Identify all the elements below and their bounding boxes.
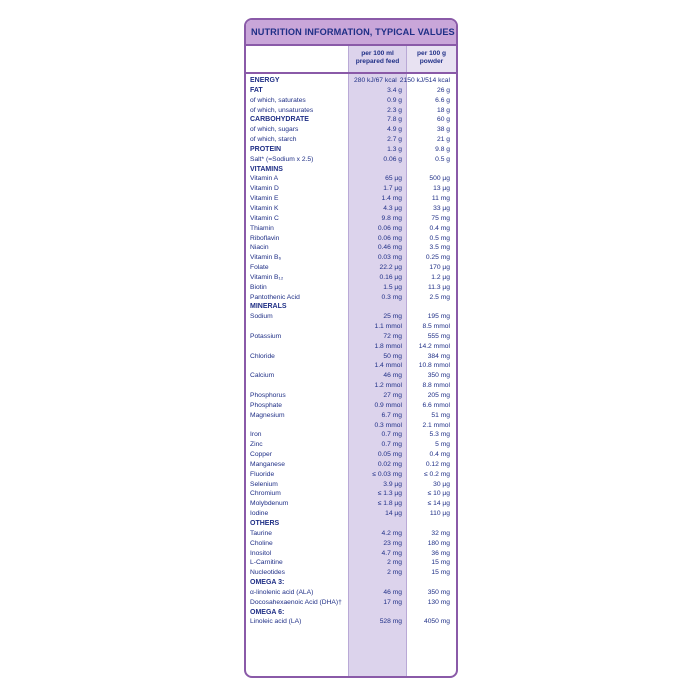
column-header-powder-line1: per 100 g [417,50,446,57]
value-per-100ml: 2.3 g [387,106,402,114]
value-per-100g: 1.2 µg [431,273,450,281]
section-header [246,302,456,312]
nutrition-table [246,74,456,627]
value-line-mmol: 8.8 mmol [422,382,450,390]
value-per-100g: 13 µg [433,185,450,193]
nutrient-name: ENERGY [250,77,280,84]
value-per-100ml: 1.3 g [387,145,402,153]
nutrient-row [246,411,456,431]
nutrient-name: PROTEIN [250,145,282,153]
nutrient-name: Iodine [250,510,269,518]
value-per-100ml: 1.5 µg [383,283,402,291]
nutrient-name: Phosphorus [250,392,286,399]
nutrient-row [246,470,456,480]
value-per-100g: 0.12 mg [425,460,450,468]
value-per-100g: 60 g [436,116,450,124]
value-per-100g: 350 mg [427,588,450,596]
nutrient-name: Vitamin D [250,185,279,193]
value-line: 25 mg [383,313,402,321]
nutrient-row [246,499,456,509]
value-line: 195 mg [427,313,450,321]
value-per-100g [405,411,456,431]
value-line-mmol: 10.8 mmol [418,362,450,370]
nutrient-row [246,86,456,96]
value-line: 350 mg [427,372,450,380]
value-line-mmol: 1.8 mmol [374,342,402,350]
nutrient-row [246,430,456,440]
nutrient-row [246,253,456,263]
value-line: 51 mg [431,411,450,419]
nutrient-row [246,155,456,165]
value-per-100ml: 0.03 mg [377,254,402,262]
nutrient-name: Linoleic acid (LA) [250,618,302,626]
value-per-100g: 6.6 g [435,96,450,104]
nutrient-name: FAT [250,86,263,94]
nutrient-row [246,125,456,135]
value-line: 46 mg [383,372,402,380]
value-per-100ml: 0.02 mg [377,460,402,468]
nutrient-name: Selenium [250,480,278,488]
nutrient-name: Vitamin K [250,204,279,212]
nutrient-row [246,450,456,460]
value-per-100ml: ≤ 1.3 µg [377,490,402,498]
nutrient-name: MINERALS [250,303,287,311]
nutrient-name: Biotin [250,283,267,291]
value-per-100ml [348,165,405,175]
nutrient-name: Inositol [250,549,272,557]
nutrient-name: of which, unsaturates [250,106,314,114]
nutrient-row [246,214,456,224]
value-per-100g: ≤ 0.2 mg [424,470,450,478]
value-line-mmol: 8.5 mmol [422,323,450,331]
value-per-100ml: 2 mg [387,569,402,577]
nutrient-name: OMEGA 6: [250,608,285,616]
value-per-100g: 18 g [436,106,450,114]
nutrient-name: Pantothenic Acid [250,293,300,301]
nutrition-panel [244,18,458,678]
section-header [246,578,456,588]
value-per-100ml [348,352,405,372]
nutrient-name: Manganese [250,460,285,468]
value-per-100g: 75 mg [431,214,450,222]
nutrient-row [246,145,456,155]
nutrient-name: Niacin [250,244,269,252]
value-per-100g: 4050 mg [423,618,450,626]
nutrient-name: Salt* (=Sodium x 2.5) [250,155,314,163]
value-per-100ml: 0.06 mg [377,224,402,232]
nutrient-name: of which, saturates [250,96,306,104]
nutrient-name: CARBOHYDRATE [250,116,309,124]
nutrient-row [246,529,456,539]
value-per-100g: ≤ 14 µg [427,500,450,508]
value-per-100g: 5 mg [435,441,450,449]
column-header-prepared-line1: per 100 ml [361,50,394,57]
value-per-100ml: 1.4 mg [381,195,402,203]
nutrient-row [246,293,456,303]
value-per-100g: 3.5 mg [429,244,450,252]
value-per-100ml: 0.05 mg [377,451,402,459]
value-per-100ml: 23 mg [383,539,402,547]
value-line-mmol: 2.1 mmol [422,421,450,429]
value-per-100ml: 4.3 µg [383,204,402,212]
nutrient-row [246,194,456,204]
value-per-100g [405,519,456,529]
nutrient-row [246,96,456,106]
value-per-100g: 15 mg [431,569,450,577]
value-line: 6.7 mg [381,411,402,419]
nutrient-row [246,480,456,490]
column-header-powder-line2: powder [419,58,444,65]
column-header-blank [246,46,348,72]
value-per-100ml: 0.7 mg [381,431,402,439]
nutrient-row [246,489,456,499]
value-per-100ml: 0.46 mg [377,244,402,252]
value-per-100g: 11 mg [431,195,450,203]
nutrient-name: Riboflavin [250,234,280,242]
value-per-100g [405,371,456,391]
nutrient-name: OTHERS [250,519,280,527]
section-header [246,165,456,175]
nutrient-row [246,106,456,116]
value-per-100g: 0.5 g [435,155,450,163]
value-per-100ml: 65 µg [385,175,402,183]
nutrient-name: Chloride [250,352,275,360]
value-line: 72 mg [383,332,402,340]
nutrient-name: Taurine [250,529,272,537]
nutrient-row [246,76,456,86]
value-per-100ml: 0.7 mg [381,441,402,449]
nutrient-name: α-linolenic acid (ALA) [250,588,314,596]
value-per-100ml: 17 mg [383,598,402,606]
nutrient-name: Vitamin B₁₂ [250,273,284,281]
value-per-100ml: 9.8 mg [381,214,402,222]
value-per-100ml [348,608,405,618]
value-per-100ml [348,578,405,588]
value-per-100g: 205 mg [427,392,450,399]
nutrient-name: Fluoride [250,470,275,478]
nutrient-name: Thiamin [250,224,274,232]
column-headers [246,46,456,74]
nutrient-row [246,135,456,145]
nutrient-row [246,263,456,273]
nutrient-row [246,352,456,372]
nutrient-row [246,401,456,411]
nutrient-name: Choline [250,539,273,547]
section-header [246,608,456,618]
value-per-100g [405,608,456,618]
column-header-prepared [348,46,406,72]
nutrient-row [246,509,456,519]
nutrient-name: VITAMINS [250,165,283,173]
value-per-100g: 26 g [436,86,450,94]
nutrient-row [246,558,456,568]
value-line-mmol: 1.2 mmol [374,382,402,390]
value-per-100ml [348,332,405,352]
value-per-100g: 11.3 µg [428,283,450,291]
value-per-100g: 2.5 mg [429,293,450,301]
value-per-100ml: 0.9 g [387,96,402,104]
value-per-100ml: 528 mg [379,618,402,626]
nutrient-row [246,371,456,391]
value-per-100ml: 0.16 µg [379,273,402,281]
column-header-powder [406,46,456,72]
nutrient-name: of which, sugars [250,126,299,134]
value-per-100ml: 46 mg [383,588,402,596]
value-per-100ml: 4.2 mg [381,529,402,537]
value-line: 555 mg [427,332,450,340]
nutrient-row [246,174,456,184]
nutrient-row [246,204,456,214]
value-per-100g [405,302,456,312]
nutrient-row [246,184,456,194]
nutrient-name: Calcium [250,372,275,380]
value-per-100g: 130 mg [427,598,450,606]
value-per-100g: 0.25 mg [425,254,450,262]
value-per-100ml: 0.3 mg [381,293,402,301]
value-per-100ml: 0.06 g [383,155,402,163]
nutrient-row [246,234,456,244]
nutrient-row [246,273,456,283]
nutrient-name: OMEGA 3: [250,579,285,587]
value-per-100g: 33 µg [433,204,450,212]
value-per-100g: 38 g [436,126,450,134]
nutrient-row [246,568,456,578]
value-per-100g: 5.3 mg [429,431,450,439]
nutrient-row [246,539,456,549]
nutrient-name: Chromium [250,490,281,498]
value-per-100g: 0.5 mg [429,234,450,242]
value-per-100g [405,312,456,332]
value-per-100g: 500 µg [429,175,450,183]
value-per-100g: 32 mg [431,529,450,537]
value-per-100ml: 2.7 g [387,136,402,144]
nutrient-row [246,549,456,559]
value-per-100g: 6.6 mmol [422,401,450,409]
value-per-100g: 9.8 g [435,145,450,153]
value-line-mmol: 14.2 mmol [418,342,450,350]
value-per-100g: 2150 kJ/514 kcal [399,77,450,84]
nutrient-row [246,332,456,352]
nutrient-name: Molybdenum [250,500,289,508]
value-per-100g: 180 mg [427,539,450,547]
value-per-100g [405,165,456,175]
value-per-100ml: 27 mg [383,392,402,399]
value-per-100ml [348,312,405,332]
nutrient-row [246,312,456,332]
nutrient-name: Copper [250,451,272,459]
nutrient-name: Potassium [250,332,282,340]
value-per-100ml [348,519,405,529]
value-per-100g: ≤ 10 µg [427,490,450,498]
nutrient-row [246,440,456,450]
value-per-100g [405,332,456,352]
nutrient-row [246,391,456,401]
value-per-100g: 30 µg [433,480,450,488]
value-per-100ml: 1.7 µg [383,185,402,193]
nutrient-name: Vitamin C [250,214,279,222]
value-per-100ml [348,302,405,312]
value-per-100ml: 3.9 µg [383,480,402,488]
nutrient-name: Magnesium [250,411,285,419]
nutrient-name: Iron [250,431,262,439]
value-per-100ml: 3.4 g [387,86,402,94]
value-per-100g: 15 mg [431,559,450,567]
value-per-100g [405,352,456,372]
nutrient-row [246,598,456,608]
value-per-100g: 110 µg [429,510,450,518]
nutrient-name: Sodium [250,313,273,321]
nutrient-name: Nucleotides [250,569,285,577]
nutrient-row [246,243,456,253]
value-line-mmol: 0.3 mmol [374,421,402,429]
value-per-100ml [348,371,405,391]
value-line-mmol: 1.1 mmol [374,323,402,331]
nutrient-row [246,224,456,234]
value-per-100g: 170 µg [429,264,450,272]
value-per-100g: 36 mg [431,549,450,557]
nutrient-name: Docosahexaenoic Acid (DHA)† [250,598,342,606]
panel-title: NUTRITION INFORMATION, TYPICAL VALUES [246,20,456,46]
nutrient-name: of which, starch [250,136,297,144]
value-per-100ml: 280 kJ/67 kcal [354,77,397,84]
nutrient-row [246,283,456,293]
nutrient-name: L-Carnitine [250,559,283,567]
nutrient-name: Vitamin A [250,175,279,183]
nutrient-row [246,588,456,598]
value-per-100ml: 22.2 µg [379,264,402,272]
value-line-mmol: 1.4 mmol [374,362,402,370]
value-per-100ml: ≤ 1.8 µg [377,500,402,508]
nutrient-row [246,115,456,125]
value-per-100ml: 14 µg [385,510,402,518]
nutrient-name: Vitamin B₆ [250,254,282,262]
nutrient-name: Vitamin E [250,195,279,203]
value-per-100ml: 7.8 g [387,116,402,124]
value-line: 384 mg [427,352,450,360]
nutrient-row [246,460,456,470]
column-header-prepared-line2: prepared feed [355,58,400,65]
section-header [246,519,456,529]
nutrient-name: Phosphate [250,401,282,409]
value-per-100g: 0.4 mg [429,451,450,459]
value-per-100ml: 2 mg [387,559,402,567]
value-per-100g: 21 g [436,136,450,144]
value-per-100ml: 4.9 g [387,126,402,134]
nutrient-name: Folate [250,264,269,272]
value-per-100g: 0.4 mg [429,224,450,232]
value-per-100ml: ≤ 0.03 mg [372,470,402,478]
value-per-100ml: 0.9 mmol [374,401,402,409]
value-line: 50 mg [383,352,402,360]
nutrient-row [246,617,456,627]
nutrient-name: Zinc [250,441,263,449]
value-per-100ml: 0.06 mg [377,234,402,242]
value-per-100g [405,578,456,588]
value-per-100ml [348,411,405,431]
value-per-100ml: 4.7 mg [381,549,402,557]
